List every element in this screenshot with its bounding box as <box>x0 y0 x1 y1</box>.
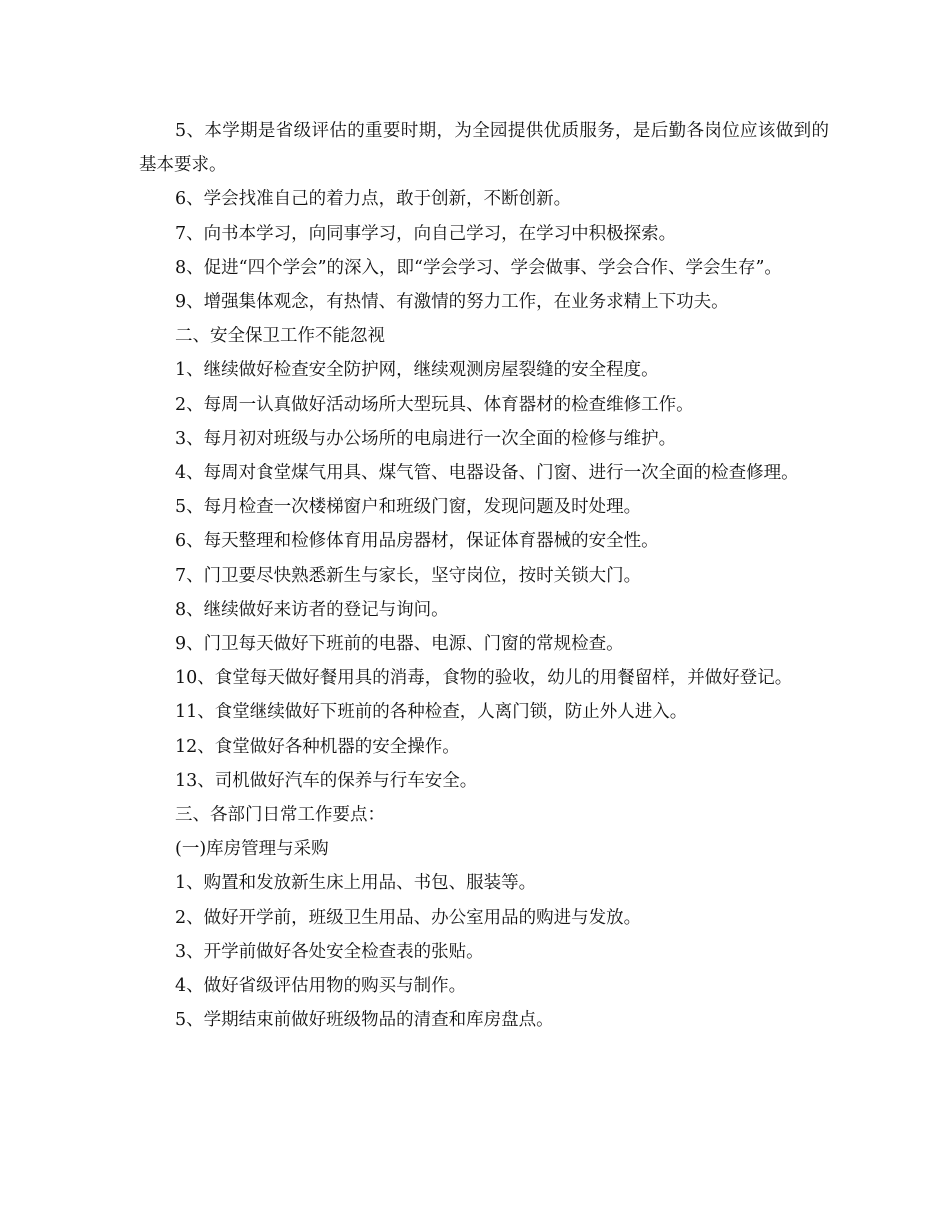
document-body <box>139 114 829 1037</box>
paragraph: 3、每月初对班级与办公场所的电扇进行一次全面的检修与维护。 <box>175 428 677 449</box>
paragraph: 3、开学前做好各处安全检查表的张贴。 <box>175 941 484 962</box>
paragraph: 12、食堂做好各种机器的安全操作。 <box>175 736 460 757</box>
paragraph: 8、促进“四个学会”的深入，即“学会学习、学会做事、学会合作、学会生存”。 <box>175 257 782 278</box>
paragraph: 5、每月检查一次楼梯窗户和班级门窗，发现问题及时处理。 <box>175 497 642 518</box>
section-heading: 三、各部门日常工作要点： <box>175 805 385 826</box>
paragraph: 6、学会找准自己的着力点，敢于创新，不断创新。 <box>175 189 572 210</box>
paragraph: 11、食堂继续做好下班前的各种检查，人离门锁，防止外人进入。 <box>175 702 688 723</box>
section-heading: 二、安全保卫工作不能忽视 <box>175 326 385 347</box>
paragraph: 7、向书本学习，向同事学习，向自己学习，在学习中积极探索。 <box>175 223 677 244</box>
paragraph: 5、本学期是省级评估的重要时期，为全园提供优质服务，是后勤各岗位应该做到的基本要求。 <box>139 121 829 176</box>
paragraph: 13、司机做好汽车的保养与行车安全。 <box>175 770 478 791</box>
paragraph: 4、每周对食堂煤气用具、煤气管、电器设备、门窗、进行一次全面的检查修理。 <box>175 463 799 484</box>
paragraph: 5、学期结束前做好班级物品的清查和库房盘点。 <box>175 1010 554 1031</box>
paragraph: 2、每周一认真做好活动场所大型玩具、体育器材的检查维修工作。 <box>175 394 694 415</box>
paragraph: 9、门卫每天做好下班前的电器、电源、门窗的常规检查。 <box>175 634 624 655</box>
paragraph: 9、增强集体观念，有热情、有激情的努力工作，在业务求精上下功夫。 <box>175 292 729 313</box>
paragraph: 7、门卫要尽快熟悉新生与家长，坚守岗位，按时关锁大门。 <box>175 565 642 586</box>
paragraph: 4、做好省级评估用物的购买与制作。 <box>175 976 467 997</box>
paragraph: 2、做好开学前，班级卫生用品、办公室用品的购进与发放。 <box>175 907 642 928</box>
paragraph: 8、继续做好来访者的登记与询问。 <box>175 599 449 620</box>
subsection-heading: (一)库房管理与采购 <box>175 839 329 860</box>
paragraph: 1、购置和发放新生床上用品、书包、服装等。 <box>175 873 537 894</box>
paragraph: 1、继续做好检查安全防护网，继续观测房屋裂缝的安全程度。 <box>175 360 659 381</box>
paragraph: 6、每天整理和检修体育用品房器材，保证体育器械的安全性。 <box>175 531 659 552</box>
paragraph: 10、食堂每天做好餐用具的消毒，食物的验收，幼儿的用餐留样，并做好登记。 <box>175 668 793 689</box>
